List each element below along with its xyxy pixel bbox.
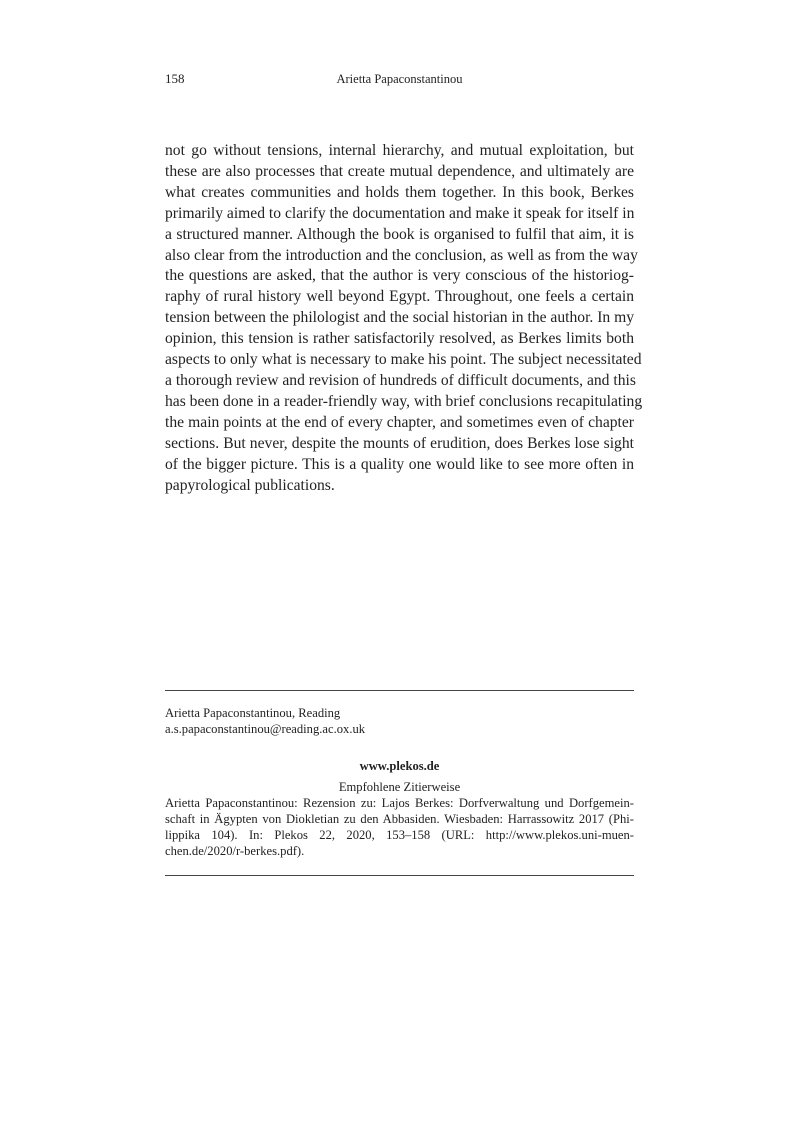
citation-block (165, 779, 634, 859)
text-line: these are also processes that create mutual dependence, and ultimately are (165, 162, 634, 180)
page-number: 158 (165, 71, 185, 86)
text-line: not go without tensions, internal hierarchy, and mutual exploitation, but (165, 142, 634, 159)
text-line: aspects to only what is necessary to make his point. The subject necessitated (165, 351, 642, 369)
text-line: papyrological publications. (165, 476, 335, 494)
text-line: raphy of rural history well beyond Egypt. Throughout, one feels a certain (165, 288, 634, 306)
text-line: a structured manner. Although the book is organised to fulfil that aim, it is (165, 225, 634, 243)
footer-rule-top (165, 690, 634, 691)
author-email[interactable]: a.s.papaconstantinou@reading.ac.ox.uk (165, 722, 366, 736)
text-line: has been done in a reader-friendly way, with brief conclusions recapitulating (165, 392, 643, 410)
text-line: primarily aimed to clarify the documentation and make it speak for itself in (165, 204, 635, 222)
text-line: the main points at the end of every chapter, and sometimes even of chapter (165, 413, 634, 431)
text-line: sections. But never, despite the mounts of erudition, does Berkes lose sight (165, 434, 634, 452)
text-line: tension between the philologist and the social historian in the author. In my (165, 309, 635, 327)
author-affiliation: Arietta Papaconstantinou, Reading (165, 706, 341, 720)
website-link[interactable]: www.plekos.de (359, 759, 440, 773)
citation-text (165, 795, 634, 859)
text-line: also clear from the introduction and the conclusion, as well as from the way (165, 246, 638, 264)
text-line: schaft in Ägypten von Diokletian zu den Abbasiden. Wiesbaden: Harrassowitz 2017 (Phi- (165, 812, 634, 826)
text-line: lippika 104). In: Plekos 22, 2020, 153–158 (URL: http://www.plekos.uni-muen- (165, 828, 634, 842)
text-line: the questions are asked, that the author is very conscious of the historiog- (165, 267, 634, 285)
text-line: Arietta Papaconstantinou: Rezension zu: Lajos Berkes: Dorfverwaltung und Dorfgemein- (165, 796, 634, 810)
text-line: chen.de/2020/r-berkes.pdf). (165, 844, 305, 858)
running-head: Arietta Papaconstantinou (336, 72, 463, 86)
text-line: opinion, this tension is rather satisfactorily resolved, as Berkes limits both (165, 330, 634, 348)
text-line: a thorough review and revision of hundreds of difficult documents, and this (165, 371, 636, 389)
footer-rule-bottom (165, 875, 634, 876)
text-line: of the bigger picture. This is a quality one would like to see more often in (165, 455, 634, 473)
text-line: what creates communities and holds them together. In this book, Berkes (165, 183, 634, 201)
citation-heading: Empfohlene Zitierweise (338, 780, 461, 794)
body-text (165, 141, 643, 496)
author-block (165, 705, 634, 737)
